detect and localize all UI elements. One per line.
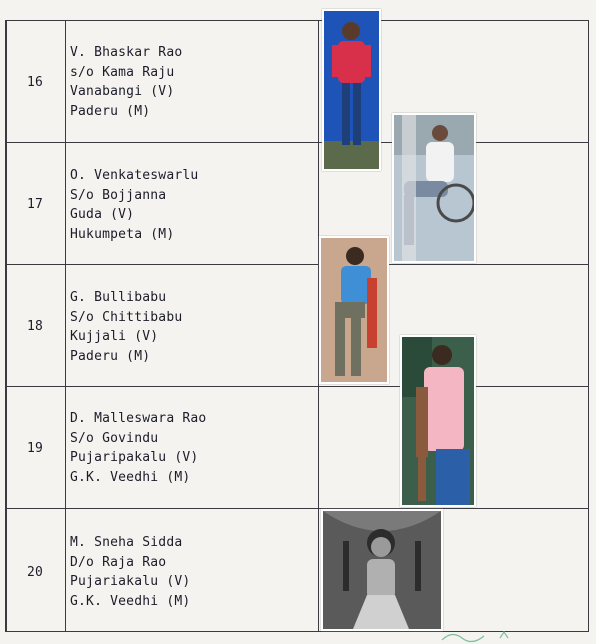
beneficiary-village: Pujaripakalu (V) (70, 450, 199, 465)
beneficiary-parent: D/o Raja Rao (70, 554, 167, 570)
beneficiary-mandal: G.K. Veedhi (M) (70, 469, 191, 485)
beneficiary-parent: S/o Bojjanna (70, 187, 167, 203)
photo-malleswara-rao (400, 335, 476, 507)
beneficiary-mandal: Paderu (M) (70, 348, 151, 364)
table-row-divider (5, 142, 589, 143)
photo-bullibabu (319, 236, 389, 384)
beneficiary-parent: S/o Govindu (70, 430, 159, 446)
table-row-divider (5, 264, 589, 265)
row-number: 19 (26, 441, 44, 456)
beneficiary-details (70, 533, 190, 611)
beneficiary-mandal: Hukumpeta (M) (70, 226, 175, 242)
beneficiary-village: Vanabangi (V) (70, 84, 175, 99)
beneficiary-village: Pujariakalu (V) (70, 574, 191, 589)
pen-mark (440, 628, 530, 644)
photo-bhaskar-rao (322, 9, 381, 171)
beneficiary-village: Kujjali (V) (70, 329, 159, 344)
table-border-right (588, 20, 589, 632)
beneficiary-name: V. Bhaskar Rao (70, 45, 183, 60)
beneficiary-details (70, 409, 206, 487)
row-number: 16 (26, 75, 44, 90)
beneficiary-name: G. Bullibabu (70, 290, 167, 305)
beneficiary-mandal: G.K. Veedhi (M) (70, 593, 191, 609)
row-number: 17 (26, 197, 44, 212)
beneficiary-name: D. Malleswara Rao (70, 411, 207, 426)
beneficiary-details (70, 288, 182, 366)
beneficiary-details (70, 43, 182, 121)
table-row-divider (5, 386, 589, 387)
row-number: 20 (26, 565, 44, 580)
beneficiary-details (70, 166, 198, 244)
photo-sneha-sidda (321, 509, 443, 631)
table-border-top (5, 20, 589, 21)
beneficiary-name: O. Venkateswarlu (70, 168, 199, 183)
beneficiary-parent: s/o Kama Raju (70, 64, 175, 80)
beneficiary-parent: S/o Chittibabu (70, 309, 183, 325)
beneficiary-village: Guda (V) (70, 207, 135, 222)
table-row-divider (5, 508, 589, 509)
beneficiary-name: M. Sneha Sidda (70, 535, 183, 550)
photo-venkateswarlu (392, 113, 476, 263)
row-number: 18 (26, 319, 44, 334)
beneficiary-mandal: Paderu (M) (70, 103, 151, 119)
table-divider-number-column (65, 20, 66, 632)
